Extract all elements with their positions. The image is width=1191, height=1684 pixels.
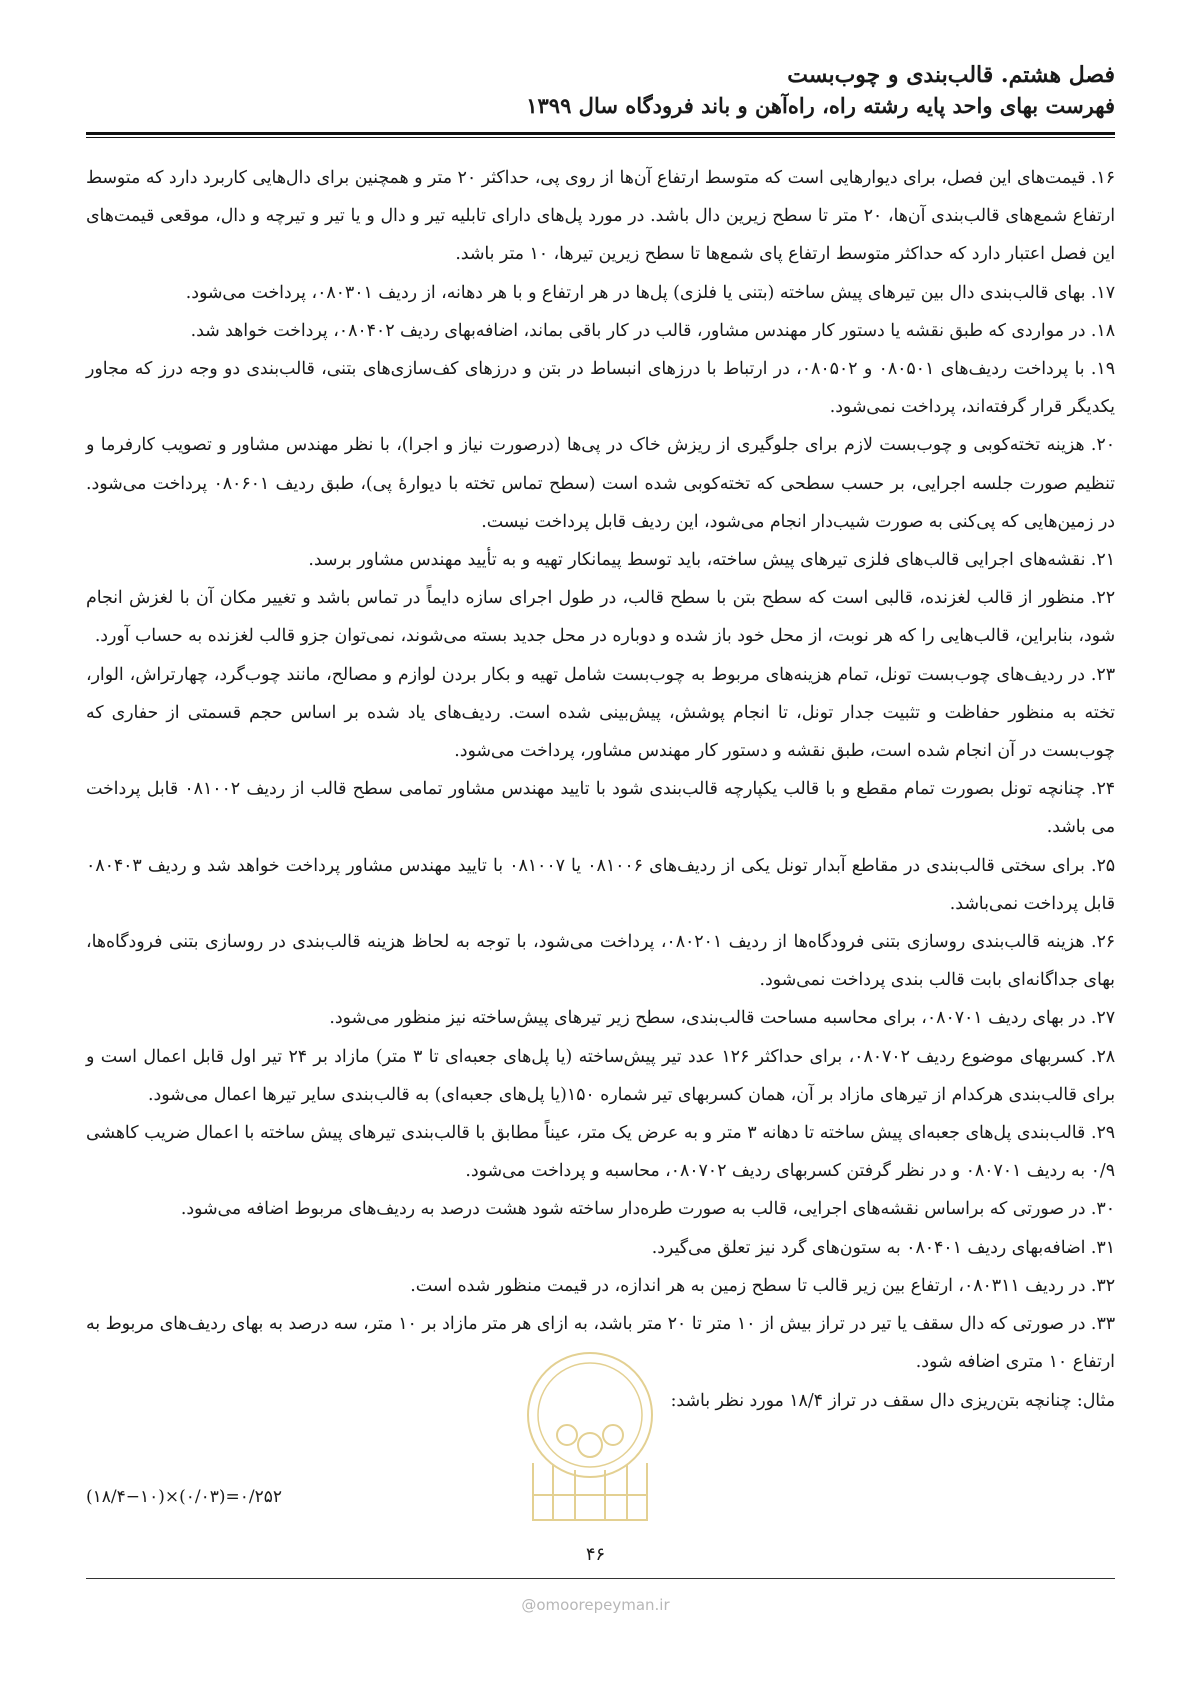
page-number: ۴۶: [585, 1544, 606, 1565]
clause-18: ۱۸. در مواردی که طبق نقشه یا دستور کار مهندس مشاور، قالب در کار باقی بماند، اضافه‌بهای ردیف ۰۸۰۴۰۲، پرداخت خواهد شد.: [190, 320, 1115, 341]
clause-22: ۲۲. منظور از قالب لغزنده، قالبی است که سطح بتن با سطح قالب، در طول اجرای سازه دایماً در تماس باشد و تغییر مکان آن با لغزش انجام شود، بنابراین، قالب‌هایی را که هر نوبت، از محل خود باز شده و دوباره در محل جدید بسته می‌شوند، نمی‌توان جزو قالب لغزنده به حساب آورد.: [86, 588, 1115, 647]
page-header: [86, 60, 1115, 122]
clause-23: ۲۳. در ردیف‌های چوب‌بست تونل، تمام هزینه‌های مربوط به چوب‌بست شامل تهیه و بکار بردن لوازم و مصالح، مانند چوب‌گرد، چهارتراش، الوار، تخته به منظور حفاظت و تثبیت جدار تونل، تا انجام پوشش، پیش‌بینی شده است. ردیف‌های یاد شده بر اساس حجم قسمتی از حفاری که چوب‌بست در آن انجام شده است، طبق نقشه و دستور کار مهندس مشاور، پرداخت می‌شود.: [86, 664, 1115, 762]
clause-26: ۲۶. هزینه قالب‌بندی روسازی بتنی فرودگاه‌ها از ردیف ۰۸۰۲۰۱، پرداخت می‌شود، با توجه به لحاظ هزینه قالب‌بندی در روسازی بتنی فرودگاه‌ها، بهای جداگانه‌ای بابت قالب بندی پرداخت نمی‌شود.: [86, 932, 1116, 991]
clause-27: ۲۷. در بهای ردیف ۰۸۰۷۰۱، برای محاسبه مساحت قالب‌بندی، سطح زیر تیرهای پیش‌ساخته نیز منظور می‌شود.: [329, 1008, 1115, 1029]
clause-28: ۲۸. کسربهای موضوع ردیف ۰۸۰۷۰۲، برای حداکثر ۱۲۶ عدد تیر پیش‌ساخته (یا پل‌های جعبه‌ای تا ۳ متر) مازاد بر ۲۴ تیر اول قابل اعمال است و برای قالب‌بندی هرکدام از تیرهای مازاد بر آن، همان کسربهای تیر شماره ۱۵۰(یا پل‌های جعبه‌ای) به قالب‌بندی سایر تیرها اعمال می‌شود.: [86, 1046, 1116, 1105]
clause-32: ۳۲. در ردیف ۰۸۰۳۱۱، ارتفاع بین زیر قالب تا سطح زمین به هر اندازه، در قیمت منظور شده است.: [410, 1275, 1115, 1296]
footer-rule: [86, 1578, 1115, 1579]
clause-20: ۲۰. هزینه تخته‌کوبی و چوب‌بست لازم برای جلوگیری از ریزش خاک در پی‌ها (درصورت نیاز و اجرا)، با نظر مهندس مشاور و تصویب کارفرما و تنظیم صورت جلسه اجرایی، بر حسب سطحی که تخته‌کوبی شده است (سطح تماس تخته با دیوارهٔ پی)، طبق ردیف ۰۸۰۶۰۱ پرداخت می‌شود. در زمین‌هایی که پی‌کنی به صورت شیب‌دار انجام می‌شود، این ردیف قابل پرداخت نیست.: [86, 435, 1115, 532]
example-line: مثال: چنانچه بتن‌ریزی دال سقف در تراز ۱۸/۴ مورد نظر باشد:: [670, 1390, 1115, 1411]
watermark-url: @omoorepeyman.ir: [521, 1596, 670, 1614]
formula: (۱۸/۴−۱۰)×(۰/۰۳)=۰/۲۵۲: [86, 1487, 283, 1507]
clause-31: ۳۱. اضافه‌بهای ردیف ۰۸۰۴۰۱ به ستون‌های گرد نیز تعلق می‌گیرد.: [651, 1237, 1115, 1258]
clause-19: ۱۹. با پرداخت ردیف‌های ۰۸۰۵۰۱ و ۰۸۰۵۰۲، در ارتباط با درزهای انبساط در بتن و درزهای کف‌سازی‌های بتنی، قالب‌بندی دو وجه درز که مجاور یکدیگر قرار گرفته‌اند، پرداخت نمی‌شود.: [86, 359, 1115, 418]
clause-21: ۲۱. نقشه‌های اجرایی قالب‌های فلزی تیرهای پیش ساخته، باید توسط پیمانکار تهیه و به تأیید مهندس مشاور برسد.: [308, 550, 1115, 571]
chapter-title: فصل هشتم. قالب‌بندی و چوب‌بست: [787, 62, 1115, 88]
clause-30: ۳۰. در صورتی که براساس نقشه‌های اجرایی، قالب به صورت طره‌دار ساخته شود هشت درصد به ردیف‌های مربوط اضافه می‌شود.: [180, 1199, 1115, 1220]
header-rule-thin: [86, 137, 1115, 138]
clause-17: ۱۷. بهای قالب‌بندی دال بین تیرهای پیش ساخته (بتنی یا فلزی) پل‌ها در هر ارتفاع و با هر دهانه، از ردیف ۰۸۰۳۰۱، پرداخت می‌شود.: [185, 282, 1115, 303]
body-text: [86, 159, 1115, 1420]
clause-16: ۱۶. قیمت‌های این فصل، برای دیوارهایی است که متوسط ارتفاع آن‌ها از روی پی، حداکثر ۲۰ متر و همچنین برای دال‌هایی کاربرد دارد که متوسط ارتفاع شمع‌های قالب‌بندی آن‌ها، ۲۰ متر تا سطح زیرین دال باشد. در مورد پل‌های دارای تابلیه تیر و دال و یا تیر و تیرچه و دال، موقعی قیمت‌های این فصل اعتبار دارد که حداکثر متوسط ارتفاع پای شمع‌ها تا سطح زیرین تیرها، ۱۰ متر باشد.: [86, 168, 1115, 265]
clause-25: ۲۵. برای سختی قالب‌بندی در مقاطع آبدار تونل یکی از ردیف‌های ۰۸۱۰۰۶ یا ۰۸۱۰۰۷ با تایید مهندس مشاور پرداخت خواهد شد و ردیف ۰۸۰۴۰۳ قابل پرداخت نمی‌باشد.: [86, 855, 1116, 914]
document-subtitle: فهرست بهای واحد پایه رشته راه، راه‌آهن و باند فرودگاه سال ۱۳۹۹: [526, 93, 1115, 118]
clause-29: ۲۹. قالب‌بندی پل‌های جعبه‌ای پیش ساخته تا دهانه ۳ متر و به عرض یک متر، عیناً مطابق با قالب‌بندی تیرهای پیش ساخته با اعمال ضریب کاهشی ۰/۹ به ردیف ۰۸۰۷۰۱ و در نظر گرفتن کسربهای ردیف ۰۸۰۷۰۲، محاسبه و پرداخت می‌شود.: [86, 1123, 1116, 1182]
clause-24: ۲۴. چنانچه تونل بصورت تمام مقطع و با قالب یکپارچه قالب‌بندی شود با تایید مهندس مشاور تمامی سطح قالب از ردیف ۰۸۱۰۰۲ قابل پرداخت می باشد.: [86, 779, 1116, 838]
clause-33: ۳۳. در صورتی که دال سقف یا تیر در تراز بیش از ۱۰ متر تا ۲۰ متر باشد، به ازای هر متر مازاد بر ۱۰ متر، سه درصد به بهای ردیف‌های مربوط به ارتفاع ۱۰ متری اضافه شود.: [86, 1314, 1116, 1373]
header-rule-thick: [86, 132, 1115, 135]
